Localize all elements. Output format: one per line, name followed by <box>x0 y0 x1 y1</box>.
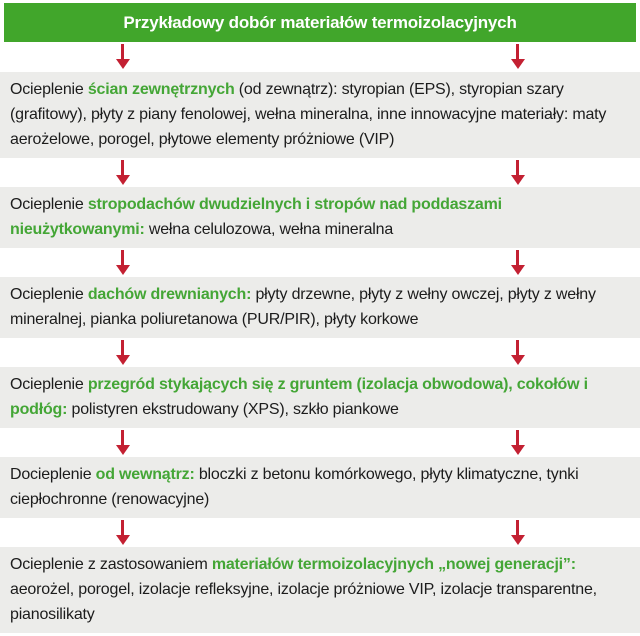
row-suffix: płyty drzewne, płyty z wełny owczej, płyty z wełny mineralnej, pianka poliuretanowa (PUR/PIR), płyty korkowe <box>10 286 596 328</box>
arrow-head <box>511 445 525 455</box>
arrow-head <box>511 355 525 365</box>
row-highlight: stropodachów dwudzielnych i stropów nad poddaszami nieużytkowanymi: <box>10 196 502 238</box>
down-arrow-icon <box>115 430 130 455</box>
down-arrow-icon <box>510 340 525 365</box>
down-arrow-icon <box>115 340 130 365</box>
info-row-wooden-roofs <box>0 277 640 338</box>
row-highlight: ścian zewnętrznych <box>87 81 235 98</box>
row-prefix: Ocieplenie <box>10 81 88 98</box>
arrow-gap-6 <box>0 518 640 547</box>
arrow-head <box>116 535 130 545</box>
down-arrow-icon <box>510 250 525 275</box>
arrow-head <box>116 445 130 455</box>
down-arrow-icon <box>115 250 130 275</box>
down-arrow-icon <box>115 520 130 545</box>
row-prefix: Docieplenie <box>10 466 96 483</box>
arrow-gap-5 <box>0 428 640 457</box>
arrow-head <box>116 59 130 69</box>
arrow-head <box>116 265 130 275</box>
info-row-new-generation-materials <box>0 547 640 633</box>
info-row-flat-roofs <box>0 187 640 248</box>
row-highlight: dachów drewnianych: <box>87 286 252 303</box>
row-suffix: (od zewnątrz): styropian (EPS), styropian szary (grafitowy), płyty z piany fenolowej, wełna mineralna, inne innowacyjne materiały: maty aerożelowe, porogel, płytowe elementy próżniowe (VIP) <box>10 81 607 148</box>
row-prefix: Ocieplenie z zastosowaniem <box>10 556 212 573</box>
arrow-shaft <box>516 160 519 175</box>
arrow-shaft <box>516 340 519 355</box>
arrow-shaft <box>121 340 124 355</box>
arrow-shaft <box>516 250 519 265</box>
arrow-gap-4 <box>0 338 640 367</box>
arrow-gap-2 <box>0 158 640 187</box>
header-bar <box>4 3 636 42</box>
arrow-shaft <box>121 250 124 265</box>
arrow-shaft <box>121 430 124 445</box>
row-highlight: materiałów termoizolacyjnych „nowej generacji”: <box>211 556 576 573</box>
info-row-ground-partitions <box>0 367 640 428</box>
info-row-internal-insulation <box>0 457 640 518</box>
arrow-head <box>511 175 525 185</box>
arrow-shaft <box>516 520 519 535</box>
arrow-head <box>116 175 130 185</box>
arrow-head <box>511 535 525 545</box>
row-highlight: od wewnątrz: <box>95 466 195 483</box>
row-suffix: wełna celulozowa, wełna mineralna <box>144 221 394 238</box>
info-row-external-walls <box>0 72 640 158</box>
down-arrow-icon <box>510 430 525 455</box>
arrow-shaft <box>121 520 124 535</box>
arrow-shaft <box>516 430 519 445</box>
row-suffix: polistyren ekstrudowany (XPS), szkło piankowe <box>67 401 399 418</box>
page-title: Przykładowy dobór materiałów termoizolacyjnych <box>123 12 517 32</box>
arrow-gap-1 <box>0 42 640 72</box>
arrow-head <box>116 355 130 365</box>
down-arrow-icon <box>510 44 525 69</box>
row-prefix: Ocieplenie <box>10 286 88 303</box>
arrow-gap-3 <box>0 248 640 277</box>
down-arrow-icon <box>510 160 525 185</box>
down-arrow-icon <box>510 520 525 545</box>
down-arrow-icon <box>115 160 130 185</box>
arrow-shaft <box>516 44 519 59</box>
row-suffix: aeorożel, porogel, izolacje refleksyjne, izolacje próżniowe VIP, izolacje transparentne, pianosilikaty <box>10 581 597 623</box>
row-suffix: bloczki z betonu komórkowego, płyty klimatyczne, tynki ciepłochronne (renowacyjne) <box>10 466 579 508</box>
row-prefix: Ocieplenie <box>10 376 88 393</box>
arrow-shaft <box>121 44 124 59</box>
arrow-shaft <box>121 160 124 175</box>
row-highlight: przegród stykających się z gruntem (izolacja obwodowa), cokołów i podłóg: <box>10 376 588 418</box>
row-prefix: Ocieplenie <box>10 196 88 213</box>
down-arrow-icon <box>115 44 130 69</box>
arrow-head <box>511 265 525 275</box>
arrow-head <box>511 59 525 69</box>
